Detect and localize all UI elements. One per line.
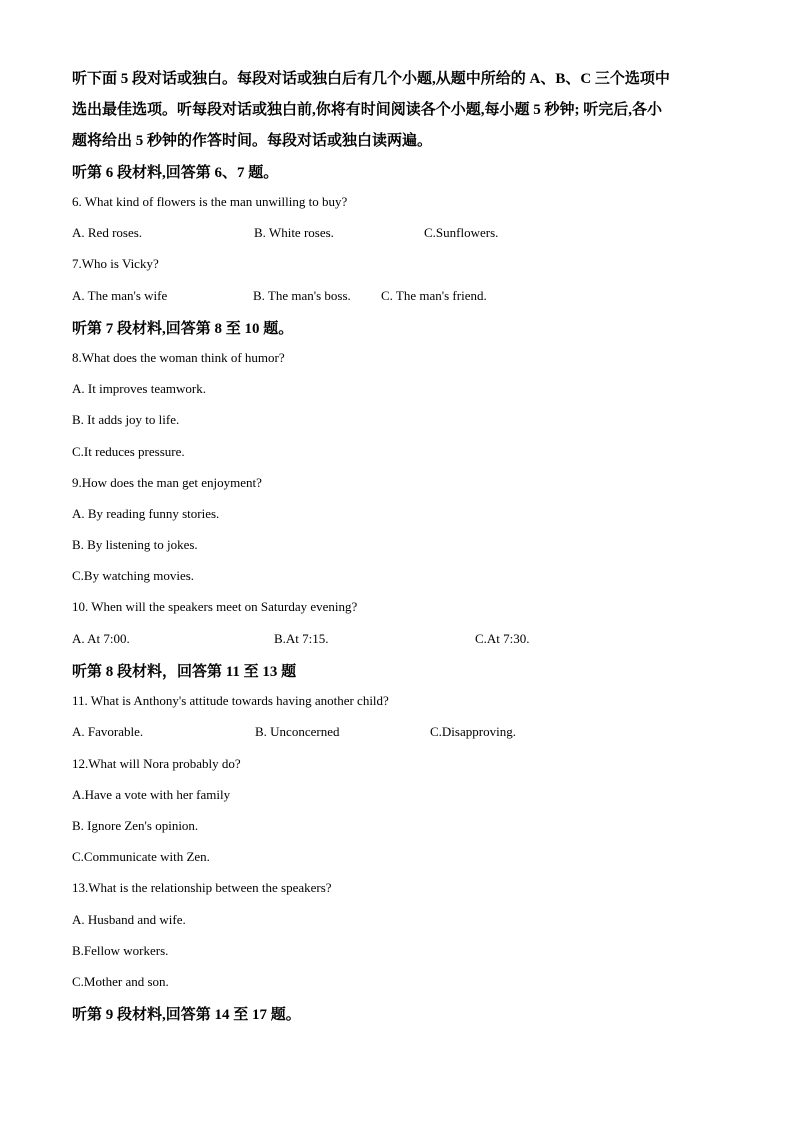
q6-option-b: B. White roses. bbox=[254, 225, 334, 240]
question-11: 11. What is Anthony's attitude towards having another child? bbox=[72, 693, 389, 708]
q12-option-b: B. Ignore Zen's opinion. bbox=[72, 818, 199, 833]
section-6-header: 听第 6 段材料,回答第 6、7 题。 bbox=[72, 165, 279, 181]
question-7: 7.Who is Vicky? bbox=[72, 256, 159, 271]
instructions-line-3: 题将给出 5 秒钟的作答时间。每段对话或独白读两遍。 bbox=[72, 133, 433, 149]
q8-option-c: C.It reduces pressure. bbox=[72, 444, 185, 459]
question-8: 8.What does the woman think of humor? bbox=[72, 350, 285, 365]
q13-option-c: C.Mother and son. bbox=[72, 974, 169, 989]
q6-option-a: A. Red roses. bbox=[72, 225, 143, 240]
question-13: 13.What is the relationship between the speakers? bbox=[72, 880, 332, 895]
question-9: 9.How does the man get enjoyment? bbox=[72, 475, 262, 490]
q10-option-c: C.At 7:30. bbox=[475, 631, 530, 646]
question-12: 12.What will Nora probably do? bbox=[72, 756, 241, 771]
q13-option-b: B.Fellow workers. bbox=[72, 943, 169, 958]
q13-option-a: A. Husband and wife. bbox=[72, 912, 186, 927]
question-10: 10. When will the speakers meet on Saturday evening? bbox=[72, 599, 358, 614]
question-6: 6. What kind of flowers is the man unwilling to buy? bbox=[72, 194, 348, 209]
section-9-header: 听第 9 段材料,回答第 14 至 17 题。 bbox=[72, 1007, 301, 1023]
section-7-header: 听第 7 段材料,回答第 8 至 10 题。 bbox=[72, 321, 294, 337]
instructions-line-2: 选出最佳选项。听每段对话或独白前,你将有时间阅读各个小题,每小题 5 秒钟; 听完后,各小 bbox=[72, 102, 662, 118]
q9-option-c: C.By watching movies. bbox=[72, 568, 195, 583]
q9-option-a: A. By reading funny stories. bbox=[72, 506, 220, 521]
instructions-line-1: 听下面 5 段对话或独白。每段对话或独白后有几个小题,从题中所给的 A、B、C 三个选项中 bbox=[72, 71, 670, 87]
q9-option-b: B. By listening to jokes. bbox=[72, 537, 198, 552]
q10-option-b: B.At 7:15. bbox=[274, 631, 329, 646]
q12-option-a: A.Have a vote with her family bbox=[72, 787, 231, 802]
section-8-header: 听第 8 段材料，回答第 11 至 13 题 bbox=[72, 664, 297, 680]
q6-option-c: C.Sunflowers. bbox=[424, 225, 499, 240]
q10-option-a: A. At 7:00. bbox=[72, 631, 130, 646]
q8-option-a: A. It improves teamwork. bbox=[72, 381, 206, 396]
q7-option-b: B. The man's boss. bbox=[253, 288, 351, 303]
q7-option-c: C. The man's friend. bbox=[381, 288, 487, 303]
q11-option-b: B. Unconcerned bbox=[255, 724, 340, 739]
q12-option-c: C.Communicate with Zen. bbox=[72, 849, 210, 864]
q8-option-b: B. It adds joy to life. bbox=[72, 412, 180, 427]
q7-option-a: A. The man's wife bbox=[72, 288, 168, 303]
q11-option-a: A. Favorable. bbox=[72, 724, 144, 739]
q11-option-c: C.Disapproving. bbox=[430, 724, 516, 739]
